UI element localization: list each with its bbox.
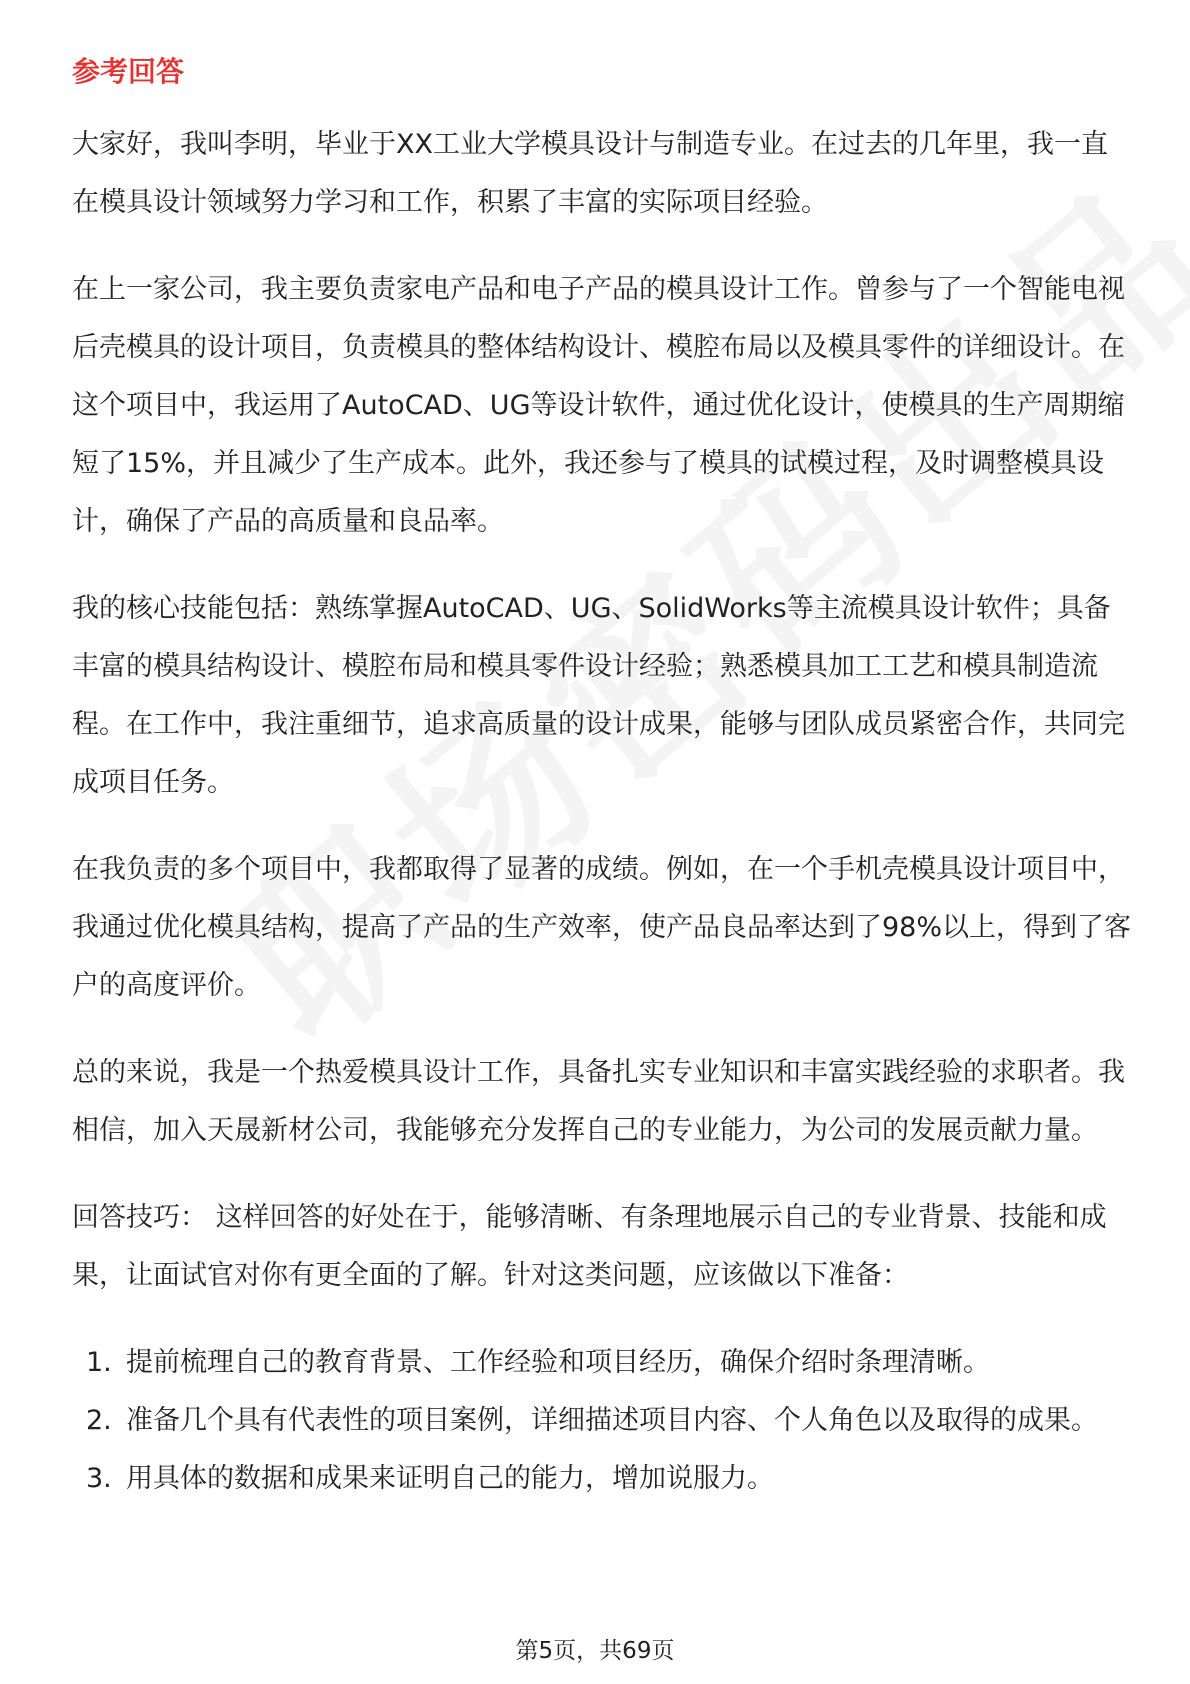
paragraph-tips-intro: 回答技巧： 这样回答的好处在于，能够清晰、有条理地展示自己的专业背景、技能和成果，让面试官对你有更全面的了解。针对这类问题，应该做以下准备：	[72, 1202, 1107, 1291]
page-number: 第5页，共69页	[515, 1638, 675, 1664]
paragraph-achievements: 在我负责的多个项目中，我都取得了显著的成绩。例如，在一个手机壳模具设计项目中，我通过优化模具结构，提高了产品的生产效率，使产品良品率达到了98%以上，得到了客户的高度评价。	[72, 854, 1132, 1001]
list-item-text: 用具体的数据和成果来证明自己的能力，增加说服力。	[126, 1463, 774, 1494]
list-item-text: 提前梳理自己的教育背景、工作经验和项目经历，确保介绍时条理清晰。	[126, 1347, 990, 1378]
list-item	[72, 1450, 1132, 1508]
list-item	[72, 1334, 1132, 1392]
list-item	[72, 1392, 1132, 1450]
paragraph-intro: 大家好，我叫李明，毕业于XX工业大学模具设计与制造专业。在过去的几年里，我一直在模具设计领域努力学习和工作，积累了丰富的实际项目经验。	[72, 129, 1108, 218]
list-item-text: 准备几个具有代表性的项目案例，详细描述项目内容、个人角色以及取得的成果。	[126, 1405, 1098, 1436]
paragraph-experience: 在上一家公司，我主要负责家电产品和电子产品的模具设计工作。曾参与了一个智能电视后壳模具的设计项目，负责模具的整体结构设计、模腔布局以及模具零件的详细设计。在这个项目中，我运用了AutoCAD、UG等设计软件，通过优化设计，使模具的生产周期缩短了15%，并且减少了生产成本。此外，我还参与了模具的试模过程，及时调整模具设计，确保了产品的高质量和良品率。	[72, 274, 1125, 537]
list-item-number: 2.	[86, 1405, 112, 1436]
paragraph-skills: 我的核心技能包括：熟练掌握AutoCAD、UG、SolidWorks等主流模具设计软件；具备丰富的模具结构设计、模腔布局和模具零件设计经验；熟悉模具加工工艺和模具制造流程。在工作中，我注重细节，追求高质量的设计成果，能够与团队成员紧密合作，共同完成项目任务。	[72, 593, 1125, 798]
paragraph-summary: 总的来说，我是一个热爱模具设计工作，具备扎实专业知识和丰富实践经验的求职者。我相信，加入天晟新材公司，我能够充分发挥自己的专业能力，为公司的发展贡献力量。	[72, 1057, 1125, 1146]
section-title: 参考回答	[72, 55, 185, 88]
tips-list	[72, 1334, 1132, 1508]
answer-body	[72, 116, 1132, 1508]
list-item-number: 3.	[86, 1463, 112, 1494]
list-item-number: 1.	[86, 1347, 112, 1378]
